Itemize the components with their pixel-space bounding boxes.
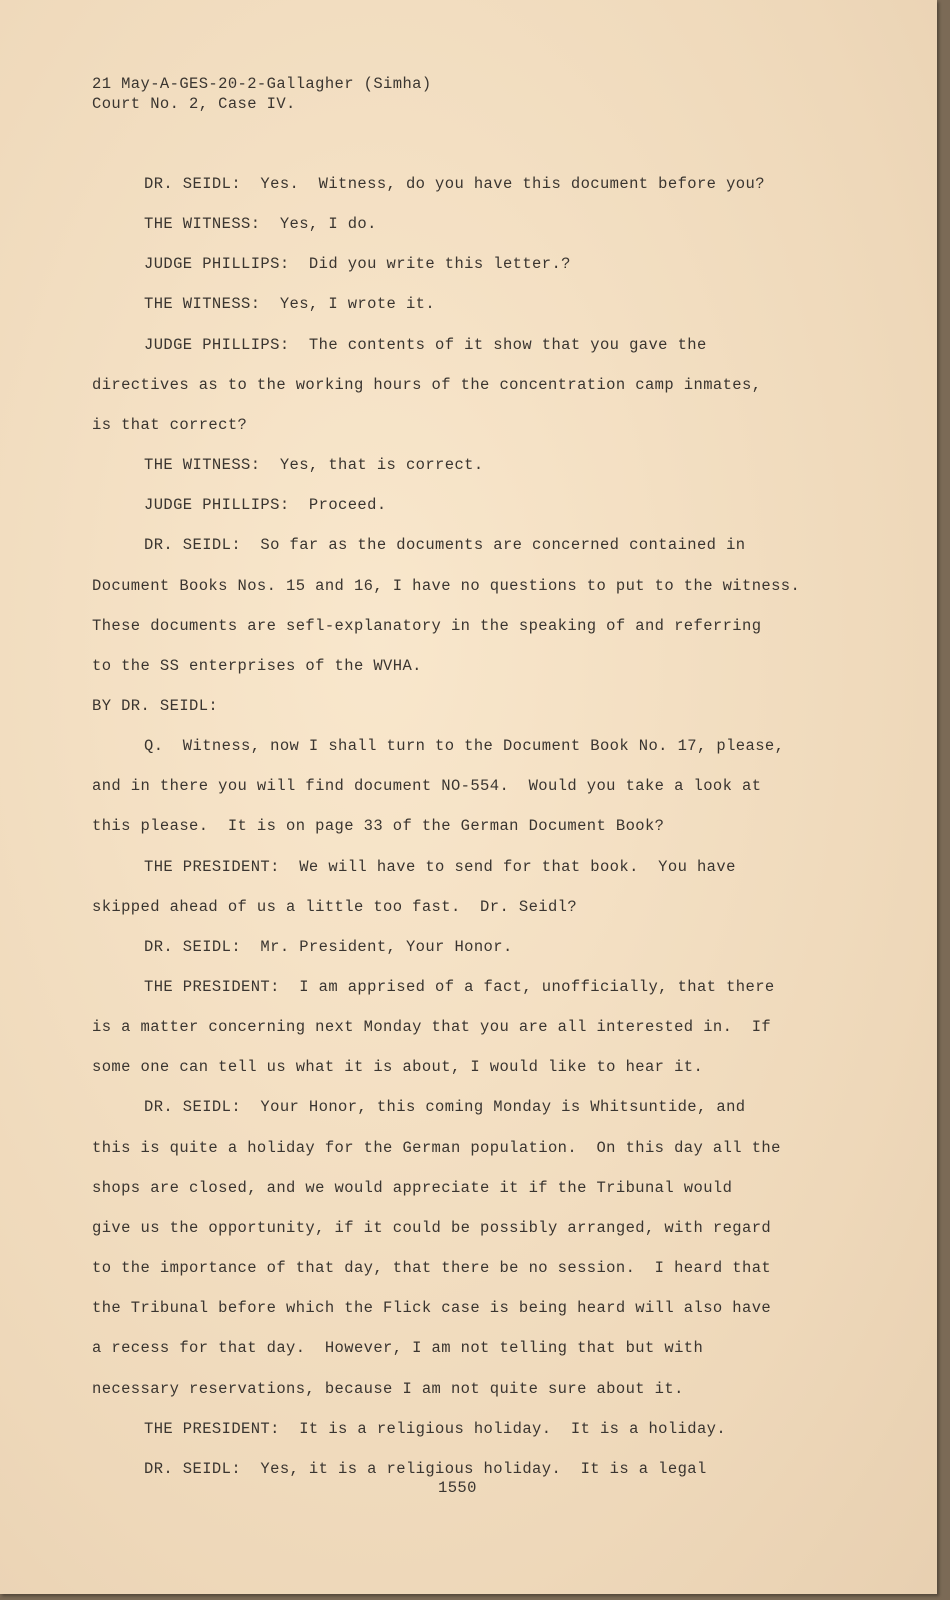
transcript-line: shops are closed, and we would appreciate it if the Tribunal would [92,1178,733,1197]
transcript-line: THE PRESIDENT: We will have to send for that book. You have [144,857,736,876]
transcript-line: THE WITNESS: Yes, I do. [144,215,377,234]
transcript-line: to the SS enterprises of the WVHA. [92,656,422,675]
transcript-line: directives as to the working hours of the concentration camp inmates, [92,375,762,394]
transcript-line: THE PRESIDENT: I am apprised of a fact, unofficially, that there [144,978,775,996]
transcript-line: JUDGE PHILLIPS: The contents of it show that you gave the [144,335,707,354]
transcript-line: is a matter concerning next Monday that you are all interested in. If [92,1018,772,1037]
transcript-line: DR. SEIDL: Yes, it is a religious holiday. It is a legal [144,1459,707,1478]
transcript-line: THE PRESIDENT: It is a religious holiday. It is a holiday. [144,1419,727,1438]
transcript-line: to the importance of that day, that there be no session. I heard that [92,1259,772,1277]
transcript-line: skipped ahead of us a little too fast. Dr. Seidl? [92,897,578,916]
transcript-line: a recess for that day. However, I am not telling that but with [92,1339,704,1358]
transcript-line: this please. It is on page 33 of the German Document Book? [92,817,665,836]
transcript-line: necessary reservations, because I am not quite sure about it. [92,1379,684,1398]
transcript-line: These documents are sefl-explanatory in the speaking of and referring [92,616,762,635]
transcript-line: DR. SEIDL: Your Honor, this coming Monday is Whitsuntide, and [144,1098,746,1117]
transcript-line: Q. Witness, now I shall turn to the Document Book No. 17, please, [144,737,785,756]
transcript-line: DR. SEIDL: Mr. President, Your Honor. [144,937,513,956]
transcript-line: JUDGE PHILLIPS: Proceed. [144,496,387,515]
transcript-line: DR. SEIDL: Yes. Witness, do you have this document before you? [144,175,765,193]
transcript-line: Document Books Nos. 15 and 16, I have no questions to put to the witness. [92,576,801,595]
transcript-line: this is quite a holiday for the German population. On this day all the [92,1138,781,1157]
transcript-line: some one can tell us what it is about, I would like to hear it. [92,1058,704,1077]
header-line-2: Court No. 2, Case IV. [92,95,296,113]
transcript-line: DR. SEIDL: So far as the documents are concerned contained in [144,536,746,555]
transcript-line: and in there you will find document NO-554. Would you take a look at [92,777,762,796]
header-line-1: 21 May-A-GES-20-2-Gallagher (Simha) [92,75,432,93]
transcript-line: THE WITNESS: Yes, I wrote it. [144,295,436,314]
transcript-line: JUDGE PHILLIPS: Did you write this letter.? [144,255,571,274]
transcript-line: THE WITNESS: Yes, that is correct. [144,456,484,475]
transcript-line: the Tribunal before which the Flick case is being heard will also have [92,1299,772,1318]
transcript-line: is that correct? [92,415,248,434]
transcript-line: give us the opportunity, if it could be possibly arranged, with regard [92,1218,772,1237]
page-number: 1550 [438,1479,477,1497]
transcript-line: BY DR. SEIDL: [92,696,219,715]
